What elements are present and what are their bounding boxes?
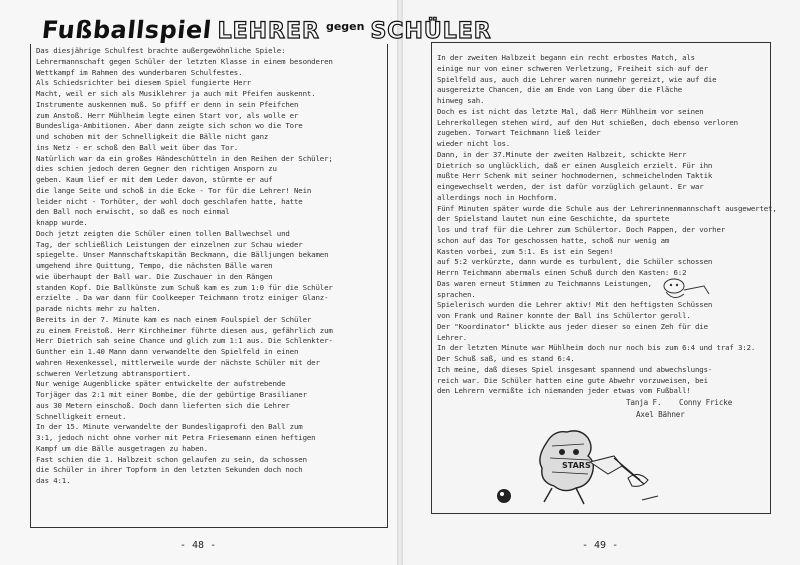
title-word-schueler: SCHÜLER [370,19,492,44]
text-line: wieder nicht los. [437,139,511,148]
small-doodle-figure [654,272,714,306]
text-line: Tag, der schließlich Leistungen der einzelnen zur Schau wieder [36,239,303,249]
text-line: Fast schien die 1. Halbzeit schon gelaufen zu sein, da schossen [36,454,307,464]
text-line: Herr Dietrich sah seine Chance und glich zum 1:1 aus. Die Schlenkter- [36,336,333,346]
text-line: und schoben mit der Schnelligkeit die Bälle nicht ganz [36,132,269,141]
text-line: Doch es ist nicht das letzte Mal, daß Herr Mühlheim vor seinen [437,106,704,116]
text-line: Spielerisch wurden die Lehrer aktiv! Mit den heftigsten Schüssen [437,300,713,310]
signature-line-2: Axel Bähner [636,410,685,419]
text-line: standen Kopf. Die Ballkünste zum Schuß kam es zum 1:0 für die Schüler [36,282,333,292]
text-line: Kampf um die Bälle ausgetragen zu haben. [36,443,208,453]
text-line: zu einem Freistoß. Herr Kirchheimer führte diesen aus, gefährlich zum [36,325,333,335]
text-line: das 4:1. [36,476,71,485]
text-line: Der Schuß saß, und es stand 6:4. [437,354,575,363]
text-line: Lehrer. [437,332,468,342]
right-article-text [437,53,777,397]
text-line: 3:1, jedoch nicht ohne vorher mit Petra Friesemann einen heftigen [36,433,316,442]
text-line: von Frank und Rainer konnte der Ball ins Schülertor geroll. [437,311,691,320]
text-line: Nur wenige Augenblicke später entwickelte der aufstrebende [36,379,286,389]
text-line: Bundesliga-Ambitionen. Aber dann zeigte sich schon wo die Tore [36,121,303,131]
text-line: Das waren erneut Stimmen zu Teichmanns Leistungen, [437,278,652,288]
page-number-right: - 49 - [582,540,619,551]
text-line: leider nicht - Torhüter, der wohl doch geschlafen hatte, hatte [36,196,303,206]
text-line: Kasten vorbei, zum 5:1. Es ist ein Segen! [437,246,614,256]
text-line: allerdings noch in Hochform. [437,192,558,202]
football-players-doodle [492,422,672,512]
title-word-lehrer: LEHRER [217,19,320,44]
text-line: spiegelte. Unser Mannschaftskapitän Beckmann, die Bälljungen bekamen [36,250,329,260]
text-line: ausgereizte Chancen, die am Ende von Lang über die Fläche [437,85,683,95]
book-spine [397,0,403,565]
text-line: Torjäger das 2:1 mit einer Bombe, die der gebürtige Brasilianer [36,390,307,399]
text-line: den Ball noch erwischt, so daß es noch einmal [36,207,230,217]
text-line: die lange Seite und schoß in die Ecke - Tor für die Lehrer! Nein [36,185,312,195]
text-line: Instrumente auskennen muß. So pfiff er denn in sein Pfeifchen [36,99,299,109]
text-line: dies schien jedoch deren Gegner den richtigen Ansporn zu [36,164,277,174]
text-line: zum Anstoß. Herr Mühlheim legte einen Start vor, als wolle er [36,110,299,120]
text-line: Dietrich so unglücklich, daß er einen Ausgleich erzielt. Für ihn [437,160,713,170]
text-line: Spielfeld aus, auch die Lehrer waren nunmehr gereizt, wie auf die [437,74,717,84]
title-word-fussballspiel: Fußballspiel [40,16,214,44]
text-line: umgehend ihre Quittung, Tempo, die nächsten Bälle waren [36,261,273,270]
text-line: Wettkampf im Rahmen des wunderbaren Schulfestes. [36,67,243,77]
text-line: geben. Kaum lief er mit dem Leder davon, stürmte er auf [36,175,273,184]
text-line: Herrn Teichmann abermals einen Schuß durch den Kasten: 6:2 [437,268,687,277]
article-title [40,8,492,44]
page-number-left: - 48 - [180,540,217,551]
text-line: knapp wurde. [36,218,88,227]
text-line: Lehrermannschaft gegen Schüler der letzten Klasse in einem besonderen [36,56,333,66]
text-line: Fünf Minuten später wurde die Schule aus der Lehrerinnenmannschaft ausgewertet, [437,203,777,213]
text-line: In der letzten Minute war Mühlheim doch nur noch bis zum 6:4 und traf 3:2. [437,343,756,353]
doodle-stars-label: STARS [562,461,591,470]
text-line: erzielte . Da war dann für Coolkeeper Teichmann trotz einiger Glanz- [36,293,329,303]
text-line: wie überhaupt der Ball war. Die Zuschauer in den Rängen [36,271,273,281]
left-article-text [36,46,382,487]
text-line: schweren Verletzung abtransportiert. [36,368,191,378]
signature-line-1: Tanja F. Conny Fricke [626,398,733,407]
text-line: sprachen. [437,289,476,299]
text-line: auf 5:2 verkürzte, dann wurde es turbulent, die Schüler schossen [437,257,713,267]
text-line: Gunther ein 1.40 Mann dann verwandelte den Spielfeld in einen [36,347,299,356]
text-line: Bereits in der 7. Minute kam es nach einem Foulspiel der Schüler [36,314,312,324]
text-line: Macht, weil er sich als Musiklehrer ja auch mit Pfeifen auskennt. [36,89,316,98]
text-line: Doch jetzt zeigten die Schüler einen tollen Ballwechsel und [36,228,290,238]
title-word-gegen: gegen [325,19,365,33]
text-line: zugeben. Torwart Teichmann ließ leider [437,128,601,138]
text-line: aus 30 Metern einschoß. Doch dann lieferten sich die Lehrer [36,400,290,410]
text-line: einige nur von einer schweren Verletzung, Freiheit sich auf der [437,63,708,73]
text-line: Der "Koordinator" blickte aus jeder dieser so einen Zeh für die [437,321,708,331]
text-line: Lehrerkollegen stehen wird, auf den Hut schießen, doch ebenso verloren [437,117,738,127]
text-line: schon auf das Tor geschossen hatte, schoß nur wenig am [437,235,670,245]
text-line: hinweg sah. [437,96,485,105]
text-line: los und traf für die Lehrer zum Schülertor. Doch Pappen, der vorher [437,225,726,234]
text-line: Dann, in der 37.Minute der zweiten Halbzeit, schickte Herr [437,149,687,159]
text-line: In der 15. Minute verwandelte der Bundesligaprofi den Ball zum [36,422,303,432]
text-line: die Schüler in ihrer Topform in den letzten Sekunden doch noch [36,465,303,475]
text-line: eingewechselt werden, der ist dafür vorzüglich gelaunt. Er war [437,182,704,191]
text-line: mußte Herr Schenk mit seiner hochmodernen, schmeichelnden Taktik [437,171,713,181]
text-line: Das diesjährige Schulfest brachte außergewöhnliche Spiele: [36,46,286,55]
text-line: den Lehrern vermißte ich niemanden jeder etwas vom Fußball! [437,386,691,396]
text-line: In der zweiten Halbzeit begann ein recht erbostes Match, als [437,53,695,62]
text-line: Ich meine, daß dieses Spiel insgesamt spannend und abwechslungs- [437,364,713,374]
text-line: Als Schiedsrichter bei diesem Spiel fungierte Herr [36,78,251,88]
text-line: der Spielstand lautet nun eine Geschichte, da spurtete [437,214,670,224]
text-line: Schnelligkeit erneut. [36,411,127,421]
text-line: ins Netz - er schoß den Ball weit über das Tor. [36,142,239,152]
text-line: parade nichts mehr zu halten. [36,304,161,313]
text-line: Natürlich war da ein großes Händeschütteln in den Reihen der Schüler; [36,153,333,163]
text-line: wahren Hexenkessel, mittlerweile wurde der nächste Schüler mit der [36,357,320,367]
text-line: reich war. Die Schüler hatten eine gute Abwehr vorzuweisen, bei [437,375,708,385]
